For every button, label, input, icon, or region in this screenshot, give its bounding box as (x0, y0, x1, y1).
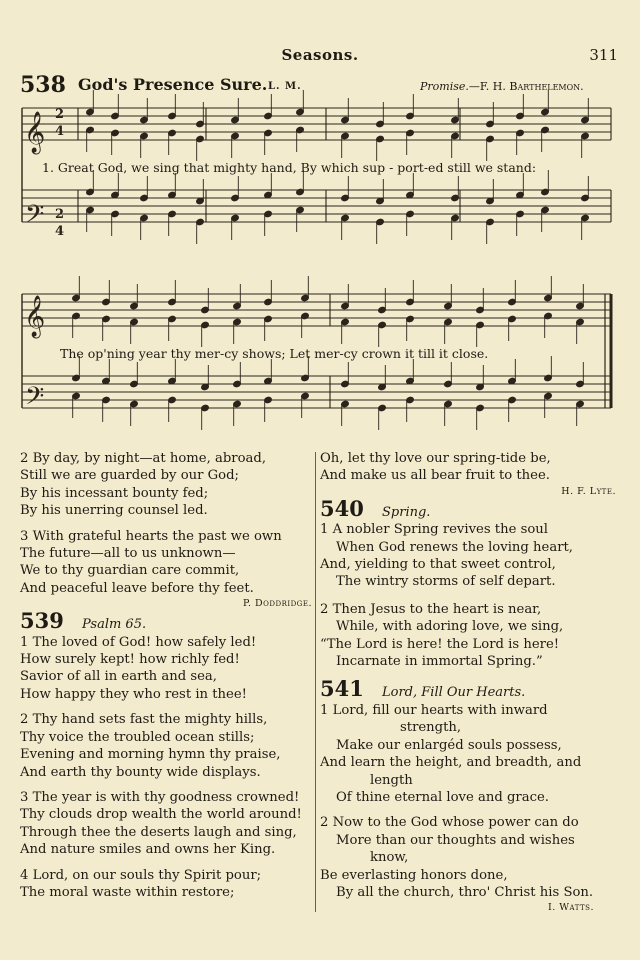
verse-line: And, yielding to that sweet control, (320, 557, 556, 573)
verse-line: The moral waste within restore; (20, 884, 235, 900)
verses-column-left (20, 450, 312, 901)
verse-line: More than our thoughts and wishes (336, 832, 575, 848)
author-538: P. Doddridge. (243, 598, 312, 610)
time-sig-bottom-bass: 4 (55, 224, 65, 239)
verse-541-2 (320, 814, 616, 901)
hymn-540-heading (320, 495, 616, 521)
tune-separator: — (468, 80, 480, 93)
running-head: Seasons. (281, 46, 359, 64)
verse-line: We to thy guardian care commit, (20, 563, 240, 579)
verse-line: And nature smiles and owns her King. (20, 842, 276, 858)
verse-line: length (370, 772, 413, 788)
hymn-538-title: God's Presence Sure. (78, 75, 268, 94)
verse-line: Oh, let thy love our spring-tide be, (320, 451, 551, 466)
verse-line: 1 The loved of God! how safely led! (20, 634, 257, 650)
time-sig-top-treble: 2 (55, 107, 65, 122)
verse-line: strength, (400, 720, 462, 736)
verse-line: Make our enlargéd souls possess, (336, 737, 562, 753)
verse-line: 4 Lord, on our souls thy Spirit pour; (20, 867, 262, 883)
verse-line: 3 The year is with thy goodness crowned! (20, 789, 300, 805)
verse-539-4 (20, 867, 312, 902)
verses-column-right (320, 450, 616, 914)
verse-line: Savior of all in earth and sea, (20, 669, 217, 685)
column-divider (315, 452, 316, 912)
verse-539-1 (20, 634, 312, 704)
verse-line: By his incessant bounty fed; (20, 485, 209, 501)
author-541: I. Watts. (547, 902, 594, 914)
lyric-line-2: The op'ning year thy mer-cy shows; Let mer-cy crown it till it close. (60, 346, 489, 361)
verse-line: Be everlasting honors done, (320, 867, 508, 883)
verse-line: The future—all to us unknown— (20, 546, 236, 562)
hymn-539-number: 539 (20, 608, 64, 634)
verse-line: And make us all bear fruit to thee. (320, 468, 550, 484)
verse-538-3 (20, 528, 312, 598)
hymn-541-title: Lord, Fill Our Hearts. (382, 685, 526, 701)
time-sig-top-bass: 2 (55, 207, 65, 222)
hymn-538-number: 538 (20, 72, 66, 98)
verse-line: While, with adoring love, we sing, (336, 619, 564, 635)
verse-line: By all the church, thro' Christ his Son. (336, 884, 594, 900)
verse-line: And earth thy bounty wide displays. (20, 764, 261, 780)
verse-line: 2 Now to the God whose power can do (320, 815, 579, 831)
bass-clef-system-2: 𝄢 (25, 382, 45, 417)
verse-line: Evening and morning hymn thy praise, (20, 747, 281, 763)
verse-540-1 (320, 521, 616, 591)
music-score (0, 0, 640, 440)
verse-line: Thy voice the troubled ocean stills; (20, 729, 255, 745)
verse-line: Incarnate in immortal Spring.” (336, 654, 543, 670)
lyric-line-1: 1. Great God, we sing that mighty hand, By which sup - port-ed still we stand: (42, 160, 537, 175)
verse-line: How surely kept! how richly fed! (20, 652, 240, 668)
hymn-539-title: Psalm 65. (82, 617, 147, 633)
verse-line: And learn the height, and breadth, and (320, 755, 582, 771)
verse-539-3 (20, 789, 312, 859)
bass-clef-system-1: 𝄢 (25, 200, 45, 235)
verse-line: “The Lord is here! the Lord is here! (320, 636, 560, 652)
verse-line: 2 By day, by night—at home, abroad, (20, 451, 267, 466)
composer: F. H. Barthelemon. (479, 80, 584, 93)
verse-541-1 (320, 702, 616, 806)
verse-line: Thy clouds drop wealth the world around! (20, 807, 302, 823)
verse-line: Through thee the deserts laugh and sing, (20, 824, 297, 840)
verse-539-2 (20, 711, 312, 781)
verse-line: Of thine eternal love and grace. (336, 789, 549, 805)
hymn-540-number: 540 (320, 495, 364, 521)
hymn-541-heading (320, 676, 616, 702)
hymn-539-heading (20, 608, 312, 634)
verse-538-2 (20, 450, 312, 520)
page-number: 311 (589, 46, 618, 64)
hymn-538-meter: L. M. (268, 81, 302, 92)
verse-line: When God renews the loving heart, (336, 539, 573, 555)
verse-line: 1 A nobler Spring revives the soul (320, 522, 549, 538)
verse-line: And peaceful leave before thy feet. (20, 580, 254, 596)
hymn-541-number: 541 (320, 676, 364, 702)
verse-line: 3 With grateful hearts the past we own (20, 528, 282, 544)
verse-line: How happy they who rest in thee! (20, 686, 247, 702)
verse-line: know, (370, 850, 409, 866)
treble-clef-system-1: 𝄞 (24, 112, 46, 153)
verse-line: The wintry storms of self depart. (336, 574, 556, 590)
verse-line: 2 Thy hand sets fast the mighty hills, (20, 712, 268, 728)
verse-540-2 (320, 601, 616, 671)
verse-line: 1 Lord, fill our hearts with inward (320, 702, 548, 718)
time-sig-bottom-treble: 4 (55, 124, 65, 139)
author-539: H. F. Lyte. (561, 485, 616, 497)
verse-line: Still we are guarded by our God; (20, 468, 239, 484)
verse-line: 2 Then Jesus to the heart is near, (320, 601, 542, 617)
tune-name: Promise. (420, 80, 469, 93)
treble-clef-system-2: 𝄞 (24, 296, 46, 337)
hymn-540-title: Spring. (382, 504, 431, 520)
verse-539-4-continued (320, 450, 616, 485)
verse-line: By his unerring counsel led. (20, 503, 208, 519)
